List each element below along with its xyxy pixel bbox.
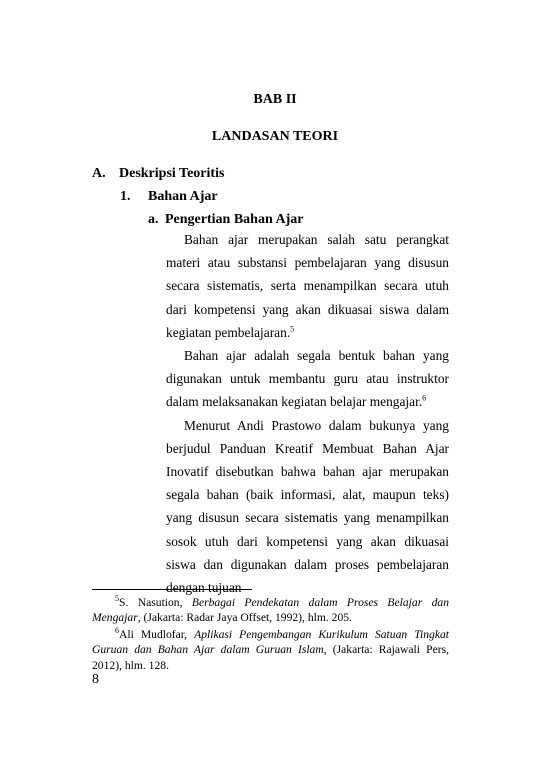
subsection-number: 1. bbox=[120, 189, 131, 204]
paragraph-text: Bahan ajar merupakan salah satu perangkat materi atau substansi pembelajaran yang disusun secara sistematis, serta menampilkan secara utuh dari kompetensi yang akan dikuasai siswa dalam kegiatan pembelajaran. bbox=[166, 232, 449, 340]
paragraph-text: Bahan ajar adalah segala bentuk bahan yang digunakan untuk membantu guru atau instruktor dalam melaksanakan kegiatan belajar mengajar. bbox=[166, 348, 449, 410]
footnote-author: Ali Mudlofar, bbox=[119, 627, 195, 641]
footnote-divider bbox=[92, 589, 252, 590]
footnote-mark: 5 bbox=[115, 594, 119, 604]
paragraph bbox=[166, 228, 449, 344]
page-number: 8 bbox=[92, 672, 99, 687]
footnote-title: Berbagai Pendekatan dalam Proses Belajar dan Mengajar bbox=[92, 596, 449, 625]
subsubsection-title: Pengertian Bahan Ajar bbox=[165, 212, 304, 227]
body-text bbox=[166, 228, 449, 599]
footnote-rest: , (Jakarta: Rajawali Pers, 2012), hlm. 128. bbox=[92, 643, 449, 672]
paragraph bbox=[166, 414, 449, 600]
footnotes bbox=[92, 595, 449, 674]
subsubsection-number: a. bbox=[148, 212, 159, 227]
footnote bbox=[92, 627, 449, 673]
footnote bbox=[92, 595, 449, 626]
subsection-title: Bahan Ajar bbox=[148, 189, 218, 204]
footnote-mark: 6 bbox=[115, 625, 119, 635]
paragraph-text: Menurut Andi Prastowo dalam bukunya yang berjudul Panduan Kreatif Membuat Bahan Ajar Inovatif disebutkan bahwa bahan ajar merupakan segala bahan (baik informasi, alat, maupun teks) yang disusun secara sistematis yang menampilkan sosok utuh dari kompetensi yang akan dikuasai siswa dan digunakan dalam proses pembelajaran dengan tujuan bbox=[166, 417, 449, 596]
chapter-label: BAB II bbox=[253, 92, 297, 107]
footnote-ref: 5 bbox=[290, 324, 295, 334]
footnote-ref: 6 bbox=[422, 393, 427, 403]
subsection-heading bbox=[120, 189, 218, 205]
section-number: A. bbox=[92, 166, 106, 181]
footnote-author: S. Nasution, bbox=[119, 596, 192, 609]
chapter-title: LANDASAN TEORI bbox=[211, 129, 339, 144]
footnote-rest: , (Jakarta: Radar Jaya Offset, 1992), hlm. 205. bbox=[137, 611, 352, 625]
footnote-title: Aplikasi Pengembangan Kurikulum Satuan Tingkat Guruan dan Bahan Ajar dalam Guruan Islam bbox=[92, 627, 449, 657]
paragraph bbox=[166, 344, 449, 414]
section-title: Deskripsi Teoritis bbox=[119, 166, 225, 181]
subsubsection-heading bbox=[148, 212, 303, 228]
section-heading bbox=[92, 166, 224, 182]
